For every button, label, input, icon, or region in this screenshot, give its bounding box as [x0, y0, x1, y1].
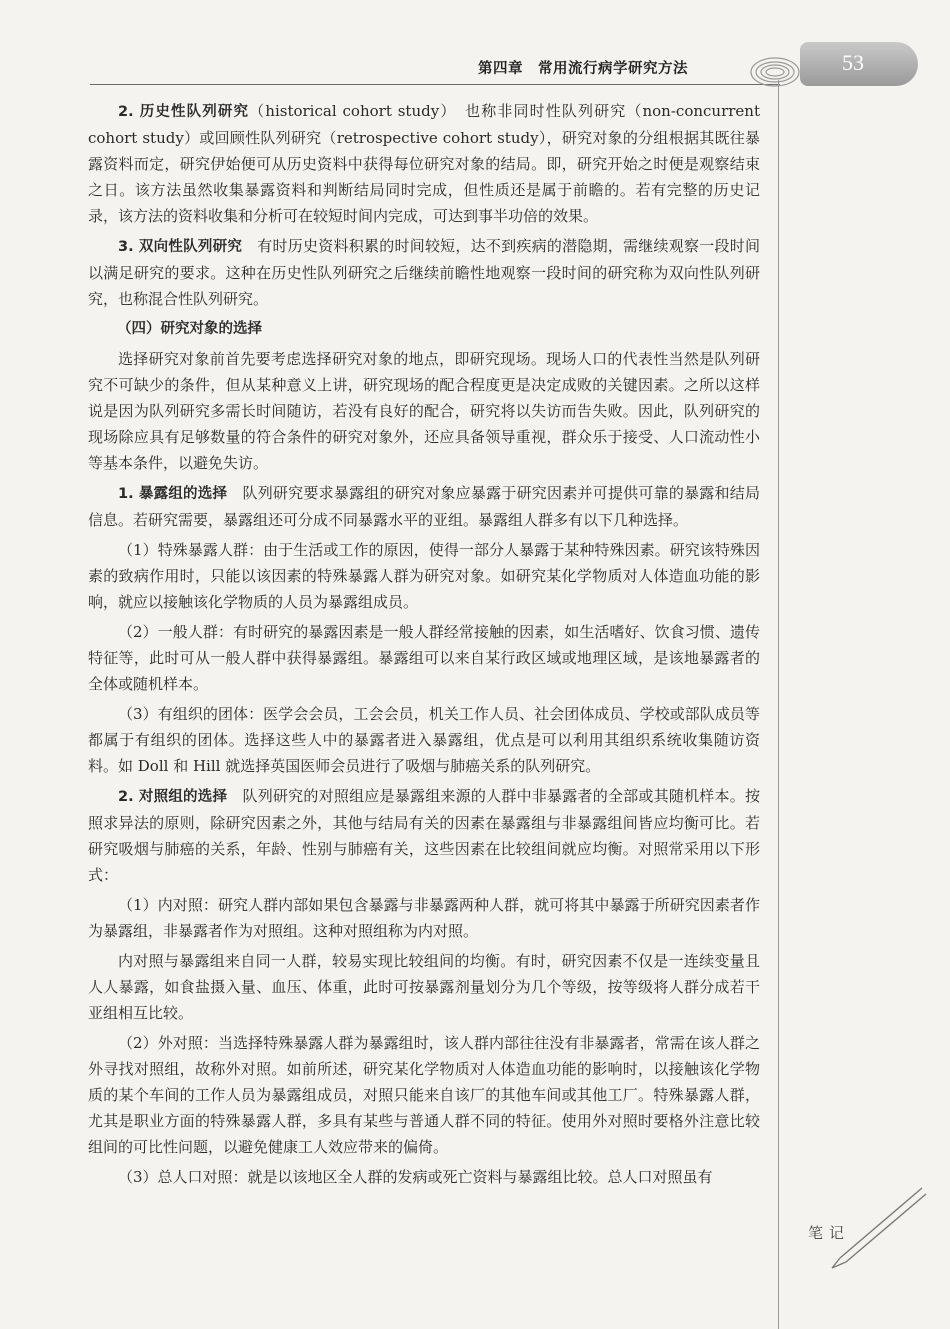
subheading: 2. 对照组的选择 [118, 789, 228, 805]
paragraph: 1. 暴露组的选择 队列研究要求暴露组的研究对象应暴露于研究因素并可提供可靠的暴露和结局信息。若研究需要，暴露组还可分成不同暴露水平的亚组。暴露组人群多有以下几种选择。 [88, 484, 760, 529]
paragraph: （1）内对照：研究人群内部如果包含暴露与非暴露两种人群，就可将其中暴露于所研究因素者作为暴露组，非暴露者作为对照组。这种对照组称为内对照。 [88, 896, 760, 940]
swirl-decoration-icon [745, 40, 805, 100]
header-rule [90, 84, 780, 85]
paragraph: 内对照与暴露组来自同一人群，较易实现比较组间的均衡。有时，研究因素不仅是一连续变量且人人暴露，如食盐摄入量、血压、体重，此时可按暴露剂量划分为几个等级，按等级将人群分成若干亚组相互比较。 [88, 952, 760, 1022]
page-number: 53 [842, 50, 864, 75]
subheading: 3. 双向性队列研究 [118, 239, 243, 255]
page-body [88, 98, 760, 1194]
paragraph: （1）特殊暴露人群：由于生活或工作的原因，使得一部分人暴露于某种特殊因素。研究该特殊因素的致病作用时，只能以该因素的特殊暴露人群为研究对象。如研究某化学物质对人体造血功能的影响，就应以接触该化学物质的人员为暴露组成员。 [88, 541, 760, 611]
notes-label: 笔记 [808, 1224, 851, 1242]
running-head: 第四章 常用流行病学研究方法 [478, 61, 688, 77]
subheading: 2. 历史性队列研究 [118, 104, 250, 120]
paragraph: 2. 对照组的选择 队列研究的对照组应是暴露组来源的人群中非暴露者的全部或其随机样本。按照求异法的原则，除研究因素之外，其他与结局有关的因素在暴露组与非暴露组间皆应均衡可比。若研究吸烟与肺癌的关系，年龄、性别与肺癌有关，这些因素在比较组间就应均衡。对照常采用以下形式： [88, 787, 760, 884]
paragraph: 选择研究对象前首先要考虑选择研究对象的地点，即研究现场。现场人口的代表性当然是队列研究不可缺少的条件，但从某种意义上讲，研究现场的配合程度更是决定成败的关键因素。之所以这样说是因为队列研究多需长时间随访，若没有良好的配合，研究将以失访而告失败。因此，队列研究的现场除应具有足够数量的符合条件的研究对象外，还应具备领导重视，群众乐于接受、人口流动性小等基本条件，以避免失访。 [88, 350, 760, 472]
paragraph: （3）有组织的团体：医学会会员，工会会员，机关工作人员、社会团体成员、学校或部队成员等都属于有组织的团体。选择这些人中的暴露者进入暴露组，优点是可以利用其组织系统收集随访资料。如 Doll 和 Hill 就选择英国医师会员进行了吸烟与肺癌关系的队列研究。 [88, 705, 760, 775]
paragraph: 2. 历史性队列研究（historical cohort study） 也称非同时性队列研究（non-concurrent cohort study）或回顾性队列研究（retrospective cohort study），研究对象的分组根据其既往暴露资料而定，研究伊始便可从历史资料中获得每位研究对象的结局。即，研究开始之时便是观察结束之日。该方法虽然收集暴露资料和判断结局同时完成，但性质还是属于前瞻的。若有完整的历史记录，该方法的资料收集和分析可在较短时间内完成，可达到事半功倍的效果。 [88, 102, 760, 225]
paragraph: （2）一般人群：有时研究的暴露因素是一般人群经常接触的因素，如生活嗜好、饮食习惯、遗传特征等，此时可从一般人群中获得暴露组。暴露组可以来自某行政区域或地理区域，是该地暴露者的全体或随机样本。 [88, 623, 760, 693]
subheading: 1. 暴露组的选择 [118, 486, 228, 502]
margin-rule [778, 80, 779, 1329]
section-heading: （四）研究对象的选择 [117, 321, 262, 337]
paragraph: （3）总人口对照：就是以该地区全人群的发病或死亡资料与暴露组比较。总人口对照虽有 [118, 1168, 713, 1186]
paragraph: 3. 双向性队列研究 有时历史资料积累的时间较短，达不到疾病的潜隐期，需继续观察一段时间以满足研究的要求。这种在历史性队列研究之后继续前瞻性地观察一段时间的研究称为双向性队列研究，也称混合性队列研究。 [88, 237, 760, 308]
paragraph: （2）外对照：当选择特殊暴露人群为暴露组时，该人群内部往往没有非暴露者，常需在该人群之外寻找对照组，故称外对照。如前所述，研究某化学物质对人体造血功能的影响时，以接触该化学物质的某个车间的工作人员为暴露组成员，对照只能来自该厂的其他车间或其他工厂。特殊暴露人群，尤其是职业方面的特殊暴露人群，多具有某些与普通人群不同的特征。使用外对照时要格外注意比较组间的可比性问题，以避免健康工人效应带来的偏倚。 [88, 1034, 760, 1156]
